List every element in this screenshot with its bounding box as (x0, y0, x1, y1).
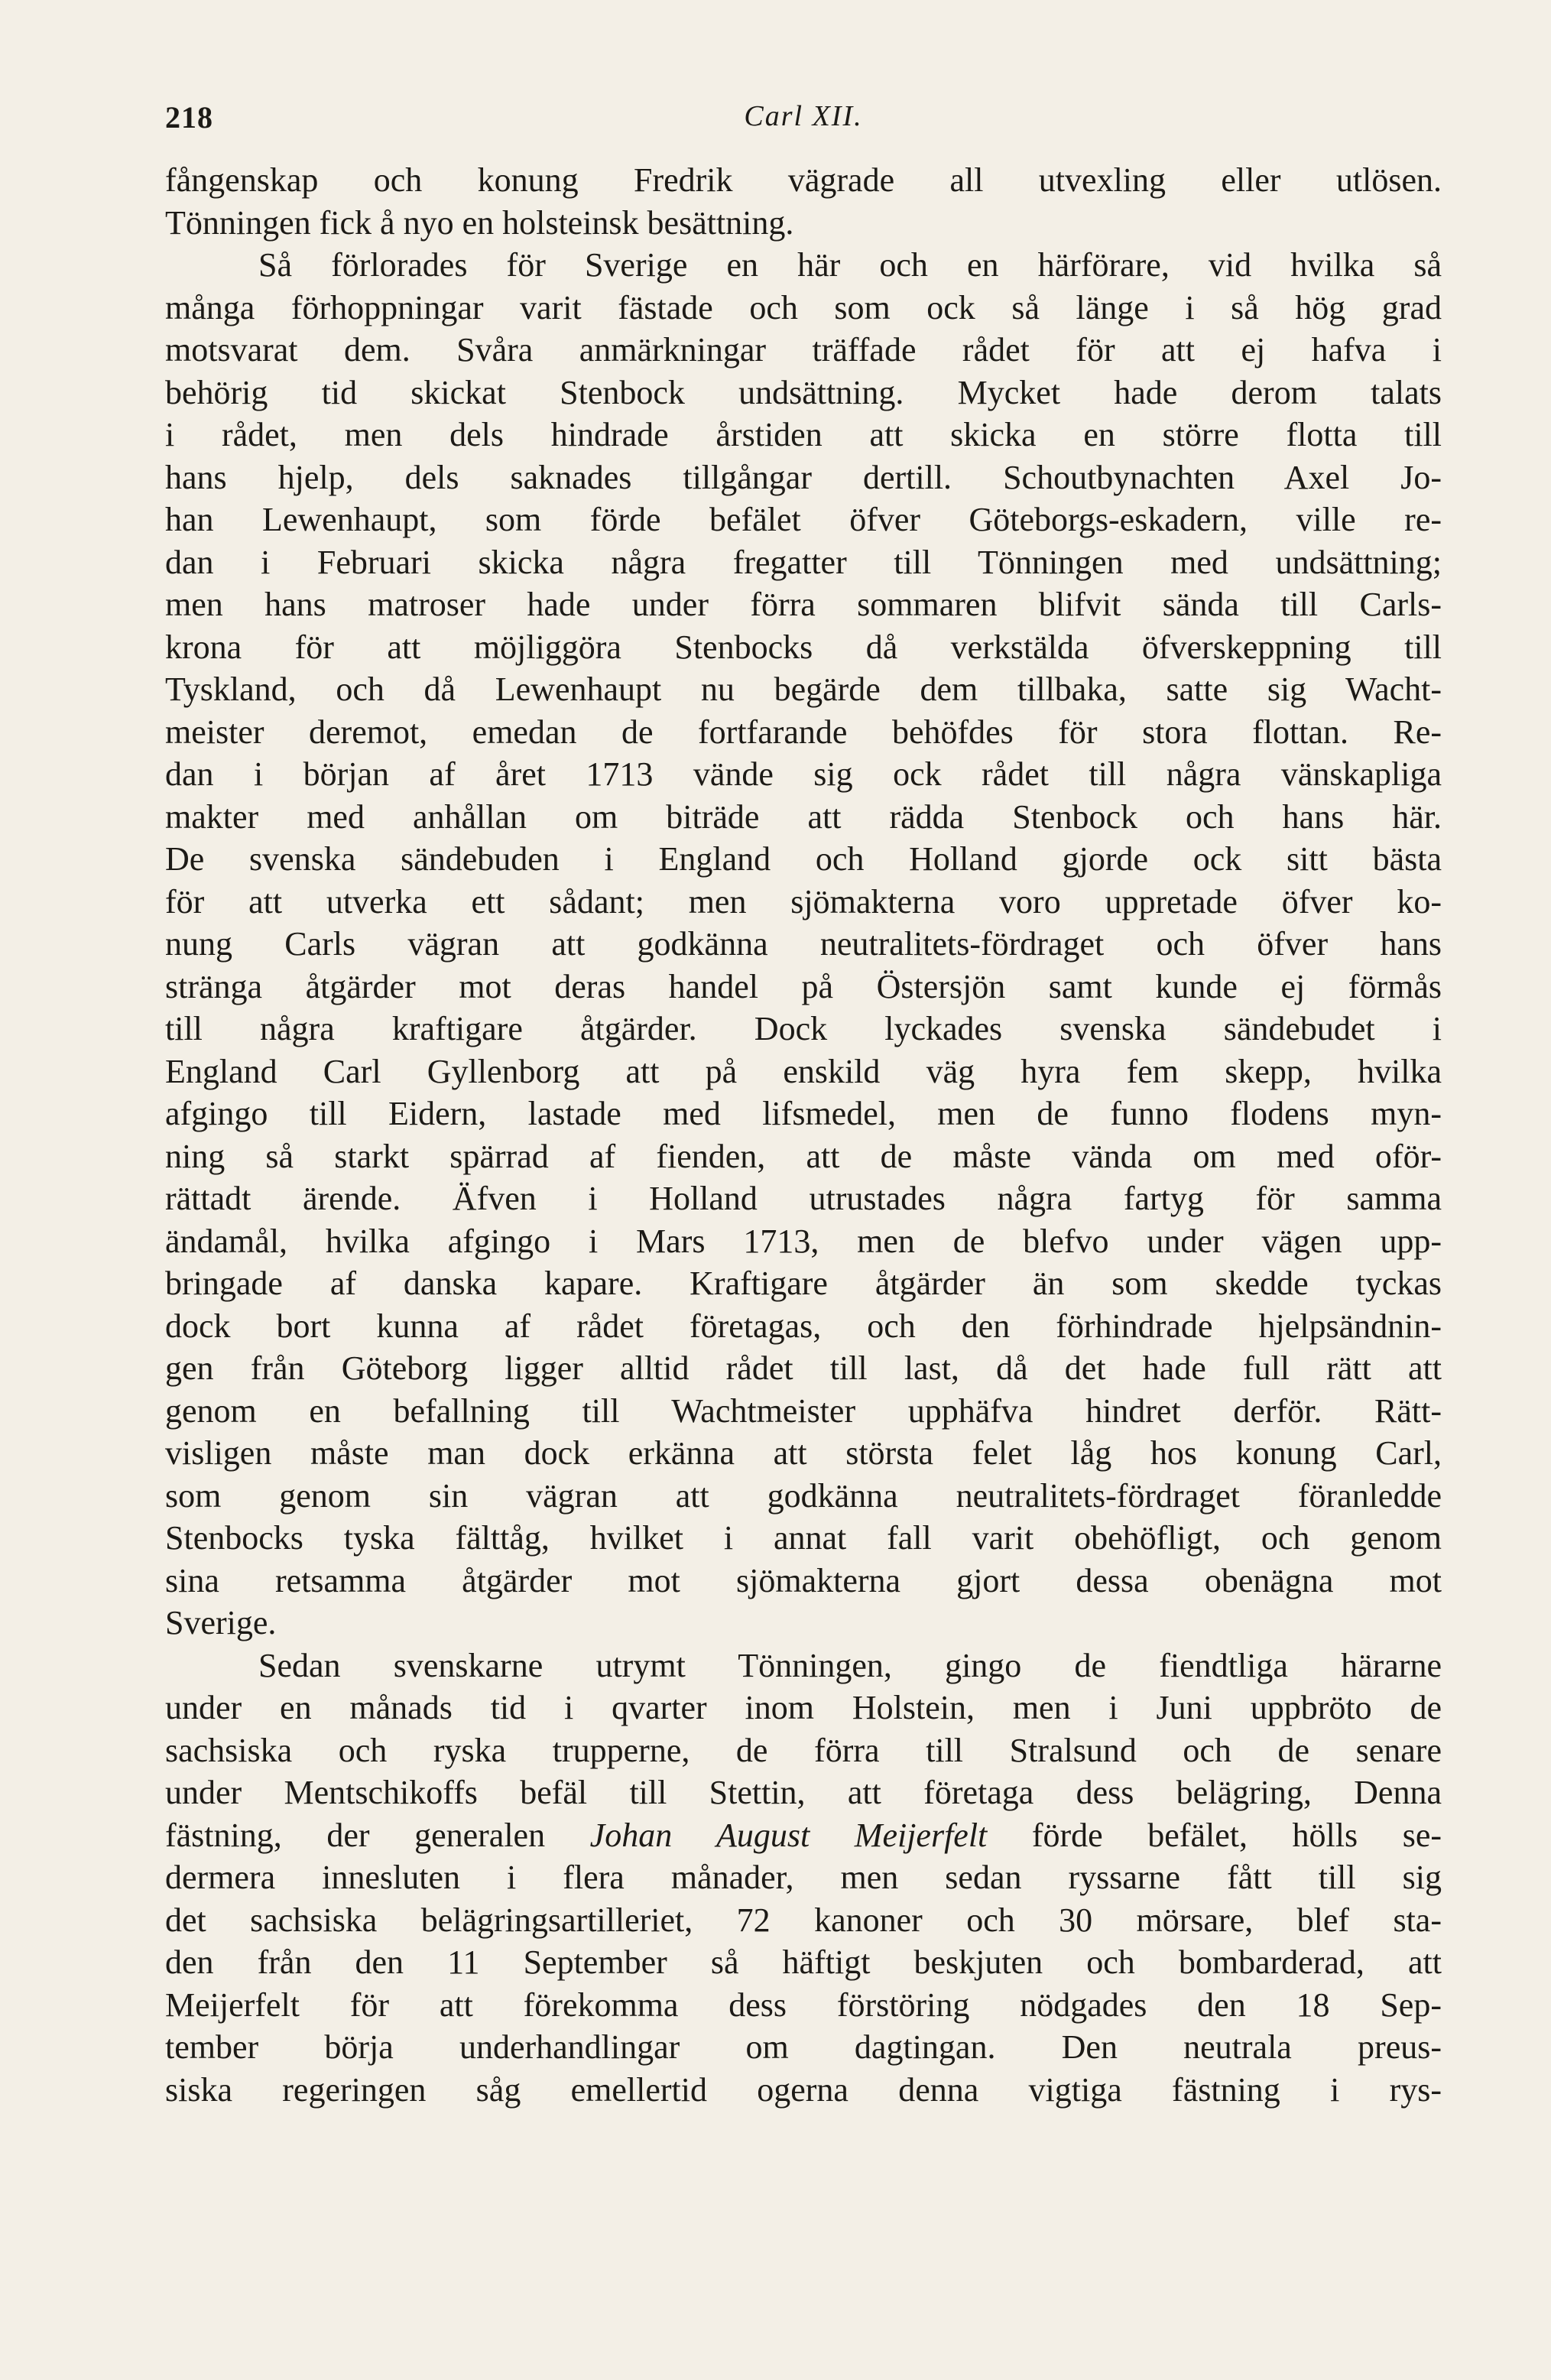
line-text-after: förde befälet, hölls se- (987, 1816, 1442, 1854)
text-line: till några kraftigare åtgärder. Dock lyckades svenska sändebudet i (165, 1010, 1442, 1047)
text-line: makter med anhållan om biträde att rädda Stenbock och hans här. (165, 797, 1442, 836)
body-text (165, 159, 1442, 2111)
text-line: siska regeringen såg emellertid ogerna denna vigtiga fästning i rys- (165, 2070, 1442, 2109)
text-line: för att utverka ett sådant; men sjömakterna voro uppretade öfver ko- (165, 882, 1442, 921)
text-line: hans hjelp, dels saknades tillgångar dertill. Schoutbynachten Axel Jo- (165, 458, 1442, 496)
text-line: Tyskland, och då Lewenhaupt nu begärde dem tillbaka, satte sig Wacht- (165, 670, 1442, 708)
text-line: meister deremot, emedan de fortfarande behöfdes för stora flottan. Re- (165, 713, 1442, 751)
text-line: som genom sin vägran att godkänna neutralitets-fördraget föranledde (165, 1476, 1442, 1515)
text-line: afgingo till Eidern, lastade med lifsmedel, men de funno flodens myn- (165, 1095, 1442, 1132)
text-line: dan i början af året 1713 vände sig ock rådet till några vänskapliga (165, 755, 1442, 793)
text-line: han Lewenhaupt, som förde befälet öfver Göteborgs-eskadern, ville re- (165, 501, 1442, 538)
text-line: många förhoppningar varit fästade och som ock så länge i så hög grad (165, 288, 1442, 326)
text-line: sachsiska och ryska trupperne, de förra till Stralsund och de senare (165, 1731, 1442, 1769)
text-line: ändamål, hvilka afgingo i Mars 1713, men de blefvo under vägen upp- (165, 1222, 1442, 1260)
text-line: De svenska sändebuden i England och Holland gjorde ock sitt bästa (165, 840, 1442, 878)
text-line: dock bort kunna af rådet företagas, och den förhindrade hjelpsändnin- (165, 1307, 1442, 1345)
text-line: tember börja underhandlingar om dagtingan. Den neutrala preus- (165, 2028, 1442, 2066)
text-line: under en månads tid i qvarter inom Holstein, men i Juni uppbröto de (165, 1689, 1442, 1726)
text-line: Tönningen fick å nyo en holsteinsk besättning. (165, 203, 794, 242)
text-line: stränga åtgärder mot deras handel på Östersjön samt kunde ej förmås (165, 967, 1442, 1005)
running-head (165, 99, 1442, 145)
text-line: dan i Februari skicka några fregatter till Tönningen med undsättning; (165, 543, 1442, 581)
text-line: Stenbocks tyska fälttåg, hvilket i annat fall varit obehöfligt, och genom (165, 1519, 1442, 1557)
text-line: nung Carls vägran att godkänna neutralitets-fördraget och öfver hans (165, 925, 1442, 963)
text-line: genom en befallning till Wachtmeister upphäfva hindret derför. Rätt- (165, 1391, 1442, 1430)
text-line: det sachsiska belägringsartilleriet, 72 kanoner och 30 mörsare, blef sta- (165, 1901, 1442, 1939)
text-line: visligen måste man dock erkänna att största felet låg hos konung Carl, (165, 1434, 1442, 1472)
text-line: i rådet, men dels hindrade årstiden att skicka en större flotta till (165, 416, 1442, 453)
text-line: Sverige. (165, 1604, 277, 1641)
text-line: gen från Göteborg ligger alltid rådet till last, då det hade full rätt att (165, 1349, 1442, 1387)
text-line: fångenskap och konung Fredrik vägrade all utvexling eller utlösen. (165, 161, 1442, 199)
text-line: den från den 11 September så häftigt beskjuten och bombarderad, att (165, 1943, 1442, 1981)
text-line: Meijerfelt för att förekomma dess förstöring nödgades den 18 Sep- (165, 1985, 1442, 2024)
text-line: rättadt ärende. Äfven i Holland utrustades några fartyg för samma (165, 1180, 1442, 1217)
italic-person-name: Johan August Meijerfelt (589, 1816, 988, 1854)
text-line: behörig tid skickat Stenbock undsättning. Mycket hade derom talats (165, 373, 1442, 411)
page-number: 218 (165, 100, 213, 135)
text-line: men hans matroser hade under förra sommaren blifvit sända till Carls- (165, 586, 1442, 623)
text-line-with-italic-name (165, 1814, 1442, 1857)
text-line: sina retsamma åtgärder mot sjömakterna gjort dessa obenägna mot (165, 1561, 1442, 1599)
running-title: Carl XII. (744, 100, 863, 132)
text-line: krona för att möjliggöra Stenbocks då verkstälda öfverskeppning till (165, 628, 1442, 666)
text-line: dermera innesluten i flera månader, men sedan ryssarne fått till sig (165, 1859, 1442, 1896)
text-line: England Carl Gyllenborg att på enskild väg hyra fem skepp, hvilka (165, 1052, 1442, 1090)
text-line: Sedan svenskarne utrymt Tönningen, gingo de fiendtliga härarne (258, 1646, 1442, 1684)
text-line: motsvarat dem. Svåra anmärkningar träffade rådet för att ej hafva i (165, 331, 1442, 369)
text-line: ning så starkt spärrad af fienden, att de måste vända om med oför- (165, 1137, 1442, 1175)
text-line: bringade af danska kapare. Kraftigare åtgärder än som skedde tyckas (165, 1265, 1442, 1302)
text-line: under Mentschikoffs befäl till Stettin, att företaga dess belägring, Denna (165, 1774, 1442, 1811)
text-line: Så förlorades för Sverige en här och en härförare, vid hvilka så (258, 246, 1442, 284)
line-text-before: fästning, der generalen (165, 1816, 590, 1854)
